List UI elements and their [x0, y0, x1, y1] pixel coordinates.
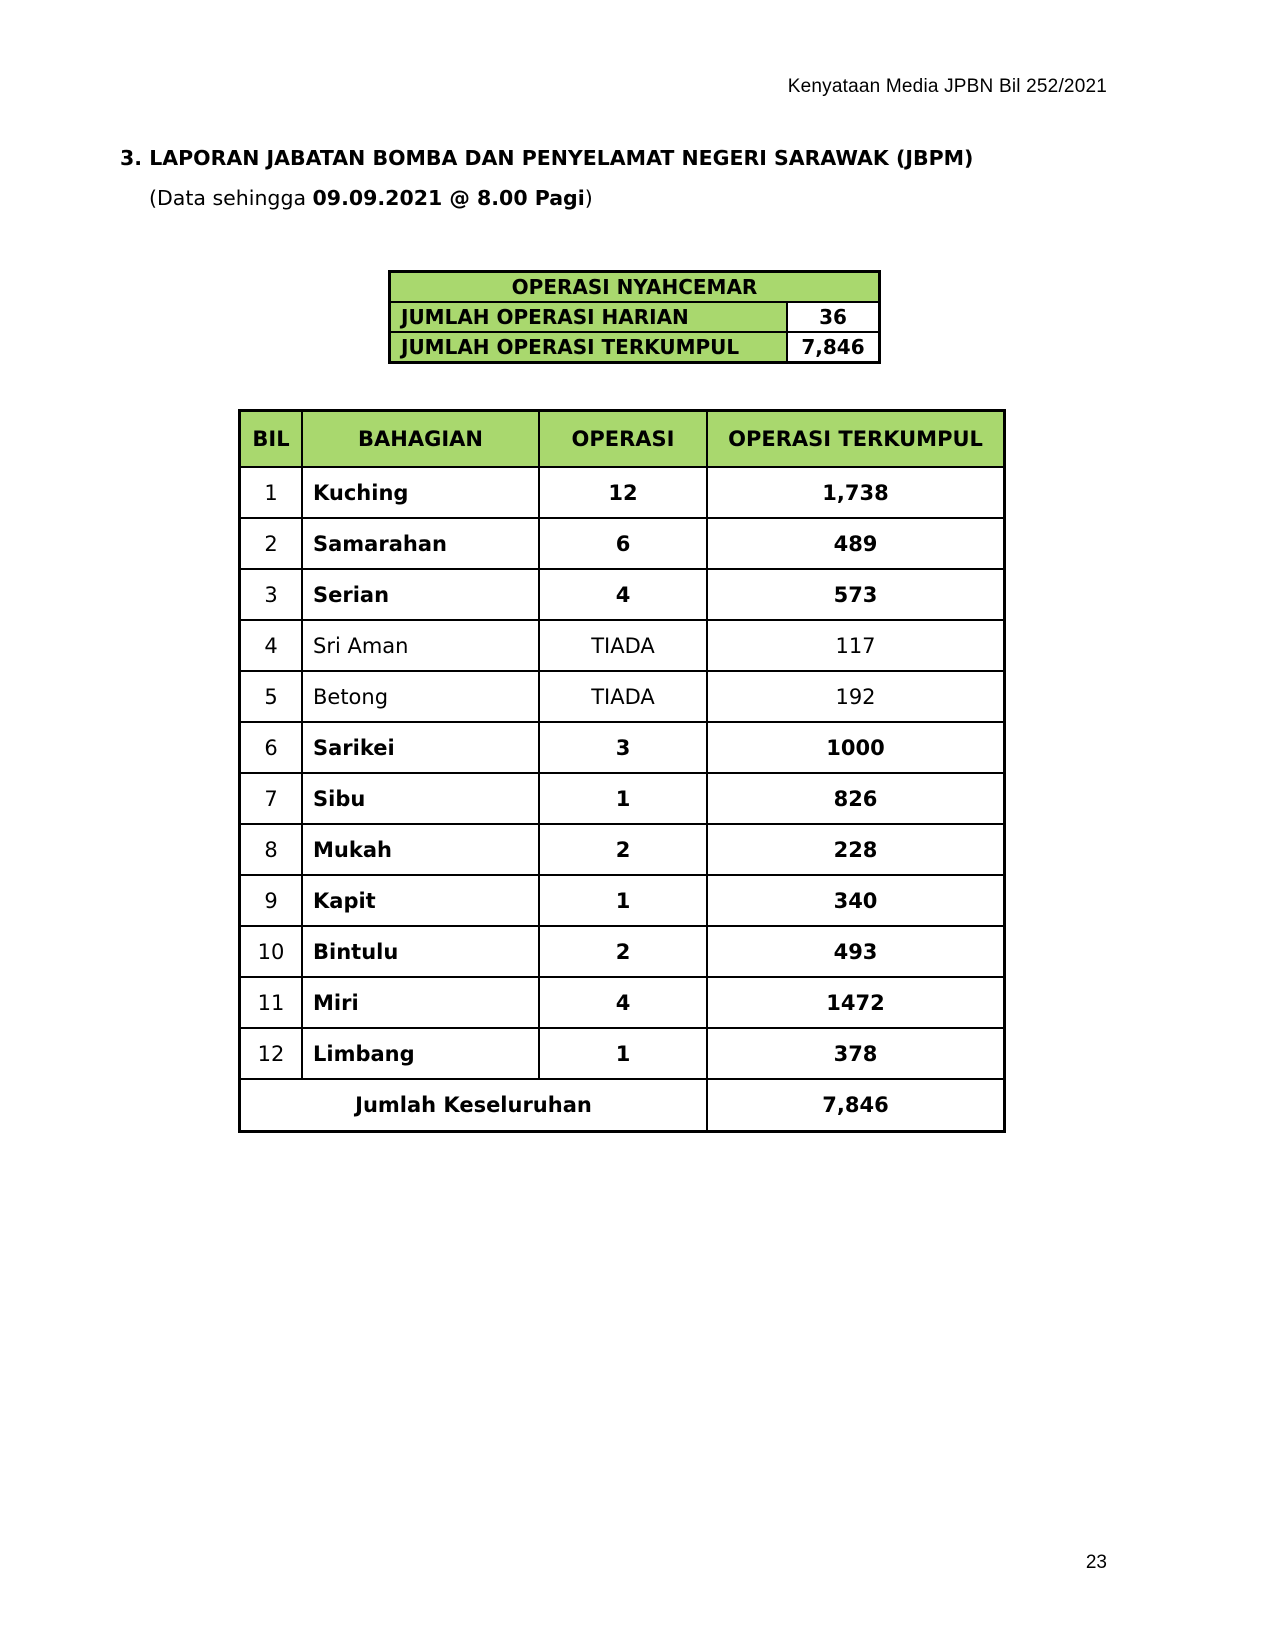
- row-bil: 11: [240, 977, 303, 1028]
- row-bahagian: Serian: [302, 569, 539, 620]
- row-terkumpul: 489: [707, 518, 1005, 569]
- row-terkumpul: 340: [707, 875, 1005, 926]
- row-bahagian: Limbang: [302, 1028, 539, 1079]
- table-row: [240, 467, 1005, 518]
- row-bil: 7: [240, 773, 303, 824]
- table-row: [240, 671, 1005, 722]
- table-row: [240, 518, 1005, 569]
- summary-title: OPERASI NYAHCEMAR: [390, 272, 880, 303]
- row-bil: 9: [240, 875, 303, 926]
- total-value: 7,846: [707, 1079, 1005, 1132]
- row-operasi: 12: [539, 467, 707, 518]
- table-total-row: [240, 1079, 1005, 1132]
- column-header-terkumpul: OPERASI TERKUMPUL: [707, 411, 1005, 468]
- subtitle-date: 09.09.2021 @ 8.00 Pagi: [312, 186, 585, 210]
- page-number: 23: [1085, 1552, 1107, 1573]
- table-row: [240, 926, 1005, 977]
- row-bil: 5: [240, 671, 303, 722]
- row-bahagian: Kapit: [302, 875, 539, 926]
- table-row: [240, 1028, 1005, 1079]
- summary-cumulative-value: 7,846: [787, 332, 880, 363]
- row-terkumpul: 228: [707, 824, 1005, 875]
- table-header-row: [240, 411, 1005, 468]
- data-date-subtitle: [149, 186, 593, 210]
- row-bahagian: Sri Aman: [302, 620, 539, 671]
- row-bil: 8: [240, 824, 303, 875]
- row-operasi: TIADA: [539, 620, 707, 671]
- total-label: Jumlah Keseluruhan: [240, 1079, 708, 1132]
- table-row: [240, 824, 1005, 875]
- row-terkumpul: 117: [707, 620, 1005, 671]
- summary-cumulative-label: JUMLAH OPERASI TERKUMPUL: [390, 332, 788, 363]
- row-terkumpul: 1000: [707, 722, 1005, 773]
- summary-daily-value: 36: [787, 302, 880, 332]
- row-terkumpul: 378: [707, 1028, 1005, 1079]
- row-bil: 6: [240, 722, 303, 773]
- row-bil: 3: [240, 569, 303, 620]
- row-terkumpul: 1472: [707, 977, 1005, 1028]
- row-operasi: 3: [539, 722, 707, 773]
- row-operasi: 2: [539, 926, 707, 977]
- row-operasi: 2: [539, 824, 707, 875]
- row-bahagian: Sarikei: [302, 722, 539, 773]
- row-bahagian: Samarahan: [302, 518, 539, 569]
- table-row: [240, 620, 1005, 671]
- row-operasi: 4: [539, 569, 707, 620]
- row-terkumpul: 1,738: [707, 467, 1005, 518]
- subtitle-suffix: ): [584, 186, 593, 210]
- row-terkumpul: 493: [707, 926, 1005, 977]
- summary-table: [388, 270, 881, 364]
- row-terkumpul: 573: [707, 569, 1005, 620]
- row-bil: 10: [240, 926, 303, 977]
- row-operasi: 4: [539, 977, 707, 1028]
- table-row: [240, 977, 1005, 1028]
- document-reference: Kenyataan Media JPBN Bil 252/2021: [787, 76, 1107, 97]
- row-bahagian: Kuching: [302, 467, 539, 518]
- table-row: [240, 875, 1005, 926]
- row-bahagian: Sibu: [302, 773, 539, 824]
- row-operasi: 6: [539, 518, 707, 569]
- table-row: [240, 569, 1005, 620]
- row-bil: 12: [240, 1028, 303, 1079]
- row-terkumpul: 192: [707, 671, 1005, 722]
- row-terkumpul: 826: [707, 773, 1005, 824]
- row-bahagian: Bintulu: [302, 926, 539, 977]
- row-bil: 1: [240, 467, 303, 518]
- column-header-bahagian: BAHAGIAN: [302, 411, 539, 468]
- row-bil: 4: [240, 620, 303, 671]
- row-bil: 2: [240, 518, 303, 569]
- row-operasi: 1: [539, 1028, 707, 1079]
- column-header-bil: BIL: [240, 411, 303, 468]
- column-header-operasi: OPERASI: [539, 411, 707, 468]
- row-bahagian: Mukah: [302, 824, 539, 875]
- subtitle-prefix: (Data sehingga: [149, 186, 313, 210]
- section-title: 3. LAPORAN JABATAN BOMBA DAN PENYELAMAT NEGERI SARAWAK (JBPM): [120, 146, 974, 170]
- operations-table: [238, 409, 1006, 1133]
- row-operasi: 1: [539, 875, 707, 926]
- row-operasi: TIADA: [539, 671, 707, 722]
- row-bahagian: Miri: [302, 977, 539, 1028]
- table-row: [240, 773, 1005, 824]
- summary-daily-label: JUMLAH OPERASI HARIAN: [390, 302, 788, 332]
- table-row: [240, 722, 1005, 773]
- row-bahagian: Betong: [302, 671, 539, 722]
- row-operasi: 1: [539, 773, 707, 824]
